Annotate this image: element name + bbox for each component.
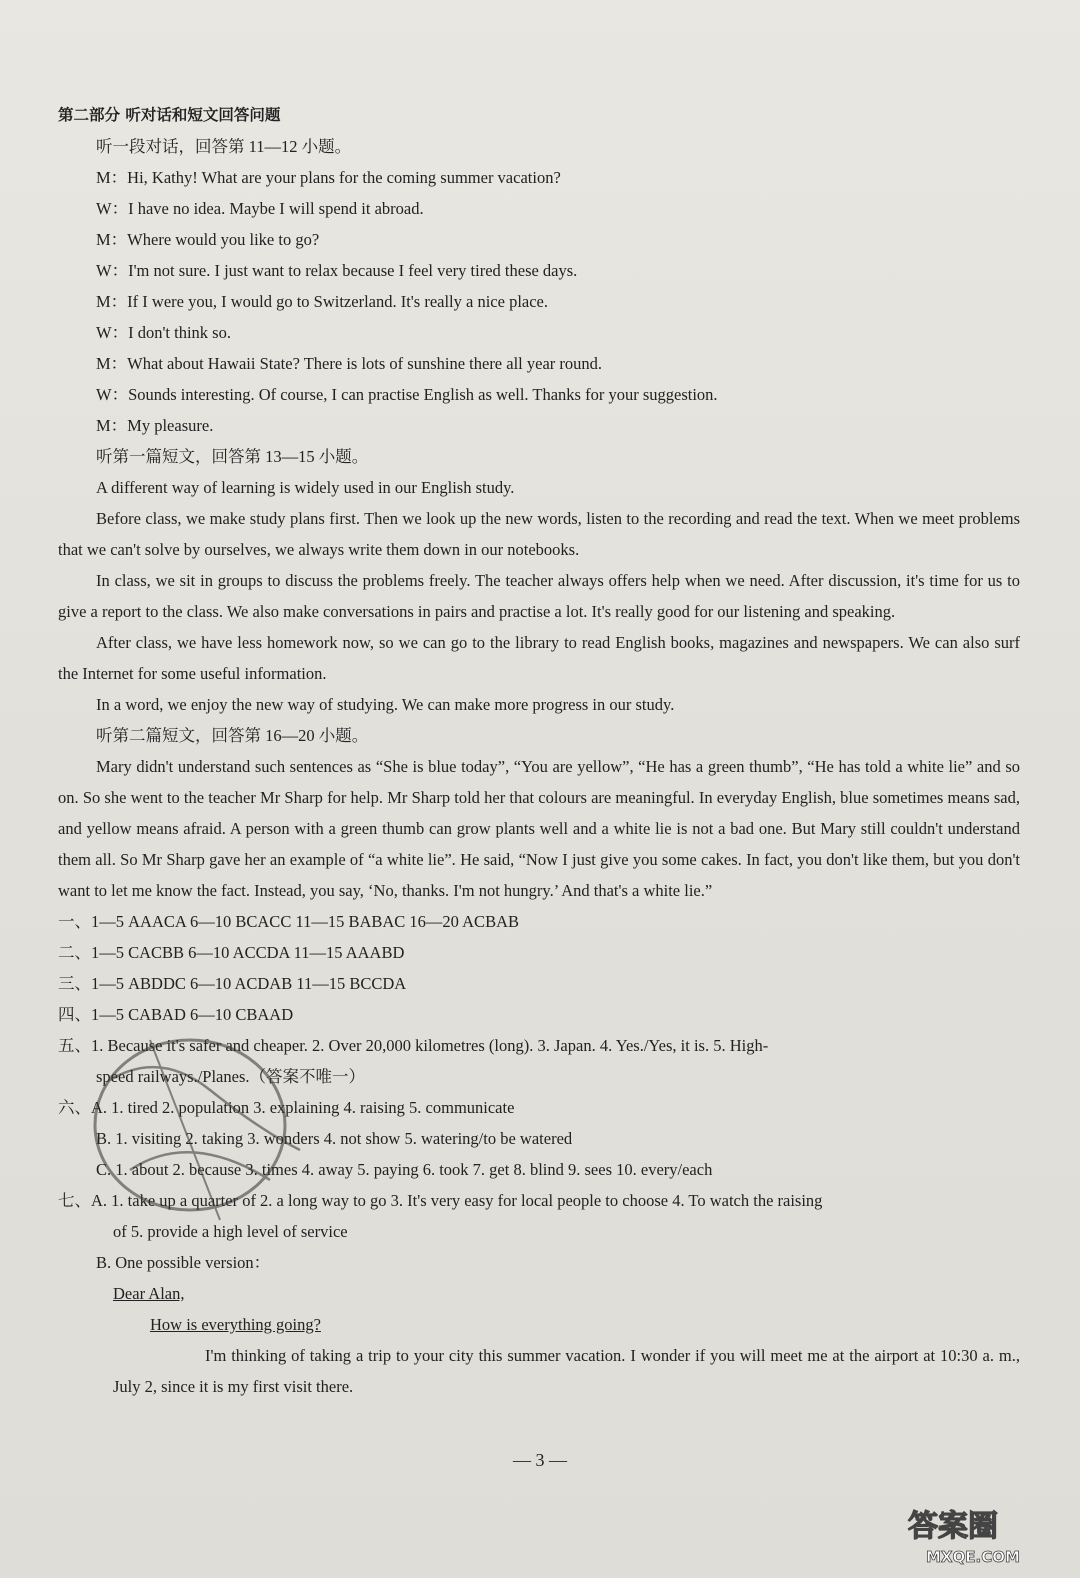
dialogue-line: W：I don't think so. xyxy=(96,323,231,342)
dialogue-line: W：I have no idea. Maybe I will spend it abroad. xyxy=(96,199,424,218)
answer-section-7b: B. One possible version： xyxy=(96,1253,271,1272)
passage2-paragraph: Mary didn't understand such sentences as “She is blue today”, “You are yellow”, “He has a green thumb”, “He has told a white lie” and so on. So she went to the teacher Mr Sharp for help. Mr Sharp told her that colours are meaningful. In everyday English, blue sometimes means sad, and yellow means afraid. A person with a green thumb can grow plants well and a white lie is not a bad one. But Mary still couldn't understand them all. So Mr Sharp gave her an example of “a white lie”. He said, “Now I just give you some cakes. In fact, you don't like them, but you don't want to let me know the fact. Instead, you say, ‘No, thanks. I'm not hungry.’ And that's a white lie.” xyxy=(58,757,1020,900)
letter-body: I'm thinking of taking a trip to your city this summer vacation. I wonder if you will meet me at the airport at 10:30 a. m., July 2, since it is my first visit there. xyxy=(113,1346,1020,1396)
answer-section-2: 二、1—5 CACBB 6—10 ACCDA 11—15 AAABD xyxy=(58,943,405,962)
letter-greeting xyxy=(58,1278,1020,1309)
passage1-paragraph: Before class, we make study plans first. Then we look up the new words, listen to the recording and read the text. When we meet problems that we can't solve by ourselves, we always write them down in our notebooks. xyxy=(58,509,1020,559)
answer-section-7a-cont: of 5. provide a high level of service xyxy=(113,1222,348,1241)
answer-section-7a: 七、A. 1. take up a quarter of 2. a long way to go 3. It's very easy for local people to choose 4. To watch the raising xyxy=(58,1191,823,1210)
passage1-paragraph: In a word, we enjoy the new way of studying. We can make more progress in our study. xyxy=(96,695,675,714)
answer-section-4: 四、1—5 CABAD 6—10 CBAAD xyxy=(58,1005,294,1024)
watermark-logo-text: 答案圈 xyxy=(908,1509,998,1544)
letter-opening xyxy=(58,1309,1020,1340)
dialogue-line: M：Where would you like to go? xyxy=(96,230,320,249)
dialogue-line: M：What about Hawaii State? There is lots of sunshine there all year round. xyxy=(96,354,603,373)
letter-opening-text: How is everything going? xyxy=(150,1315,321,1334)
passage2-intro: 听第二篇短文，回答第 16—20 小题。 xyxy=(96,726,369,745)
answer-section-5: 五、1. Because it's safer and cheaper. 2. Over 20,000 kilometres (long). 3. Japan. 4. Yes./Yes, it is. 5. High- xyxy=(58,1036,769,1055)
answer-section-3: 三、1—5 ABDDC 6—10 ACDAB 11—15 BCCDA xyxy=(58,974,407,993)
dialogue xyxy=(58,162,1020,441)
page-number: — 3 — xyxy=(513,1450,567,1470)
watermark-url-text: MXQE.COM xyxy=(926,1548,1020,1566)
watermark-logo xyxy=(898,1500,1068,1570)
dialogue-line: W：Sounds interesting. Of course, I can practise English as well. Thanks for your suggestion. xyxy=(96,385,718,404)
section-title: 第二部分 听对话和短文回答问题 xyxy=(58,106,281,124)
passage1-paragraph: After class, we have less homework now, so we can go to the library to read English books, magazines and newspapers. We can also surf the Internet for some useful information. xyxy=(58,633,1020,683)
passage1-intro: 听第一篇短文，回答第 13—15 小题。 xyxy=(96,447,369,466)
passage1-paragraph: In class, we sit in groups to discuss the problems freely. The teacher always offers help when we need. After discussion, it's time for us to give a report to the class. We also make conversations in pairs and practise a lot. It's really good for our listening and speaking. xyxy=(58,571,1020,621)
answer-section-6a: 六、A. 1. tired 2. population 3. explaining 4. raising 5. communicate xyxy=(58,1098,515,1117)
handwritten-stamp-mark xyxy=(70,1010,320,1240)
letter-greeting-text: Dear Alan, xyxy=(113,1284,185,1303)
answer-section-5-cont: speed railways./Planes.（答案不唯一） xyxy=(96,1067,366,1086)
dialogue-line: M：Hi, Kathy! What are your plans for the coming summer vacation? xyxy=(96,168,561,187)
answer-section-6b: B. 1. visiting 2. taking 3. wonders 4. not show 5. watering/to be watered xyxy=(96,1129,573,1148)
dialogue-line: W：I'm not sure. I just want to relax because I feel very tired these days. xyxy=(96,261,578,280)
answer-section-1: 一、1—5 AAACA 6—10 BCACC 11—15 BABAC 16—20 ACBAB xyxy=(58,912,519,931)
passage1-paragraph: A different way of learning is widely used in our English study. xyxy=(96,478,515,497)
answer-section-6c: C. 1. about 2. because 3. times 4. away 5. paying 6. took 7. get 8. blind 9. sees 10. every/each xyxy=(96,1160,713,1179)
dialogue-intro: 听一段对话，回答第 11—12 小题。 xyxy=(96,137,352,156)
dialogue-line: M：My pleasure. xyxy=(96,416,214,435)
dialogue-line: M：If I were you, I would go to Switzerland. It's really a nice place. xyxy=(96,292,548,311)
